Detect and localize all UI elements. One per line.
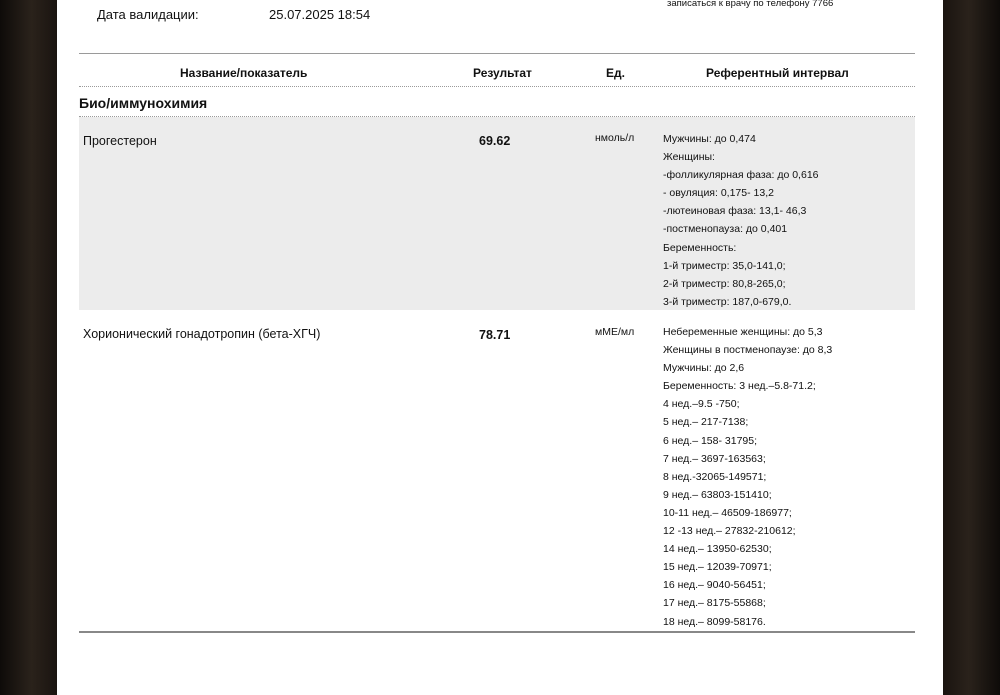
reference-line: 8 нед.-32065-149571; [663,470,767,483]
reference-line: Женщины в постменопаузе: до 8,3 [663,344,833,357]
reference-line: 12 -13 нед.– 27832-210612; [663,525,796,538]
table-top-divider [79,53,915,54]
header-divider [79,86,915,87]
reference-line: 9 нед.– 63803-151410; [663,488,772,501]
reference-interval-list [663,130,819,311]
test-unit: нмоль/л [595,132,635,144]
reference-line: 7 нед.– 3697-163563; [663,452,766,465]
photo-background-left [0,0,57,695]
column-header-unit: Ед. [606,66,625,80]
column-header-result: Результат [473,66,532,80]
reference-line: 3-й триместр: 187,0-679,0. [663,295,792,308]
lab-report-page [57,0,943,695]
test-name: Прогестерон [83,134,157,148]
validation-date-label: Дата валидации: [97,7,199,22]
reference-line: 5 нед.– 217-7138; [663,416,749,429]
photo-background-right [943,0,1000,695]
reference-line: 4 нед.–9.5 -750; [663,398,740,411]
reference-line: Женщины: [663,151,715,164]
table-bottom-divider [79,631,915,633]
test-unit: мМЕ/мл [595,326,635,338]
phone-appointment-note: записаться к врачу по телефону 7766 [667,0,834,9]
reference-line: 17 нед.– 8175-55868; [663,597,766,610]
reference-line: Мужчины: до 0,474 [663,133,756,145]
test-name: Хорионический гонадотропин (бета-ХГЧ) [83,327,321,341]
column-header-reference: Референтный интервал [706,66,849,80]
test-result: 69.62 [479,134,511,148]
section-title: Био/иммунохимия [79,95,208,111]
reference-line: 18 нед.– 8099-58176. [663,615,766,628]
reference-line: 6 нед.– 158- 31795; [663,434,758,447]
reference-line: 10-11 нед.– 46509-186977; [663,506,792,519]
reference-line: Мужчины: до 2,6 [663,362,745,375]
reference-line: Небеременные женщины: до 5,3 [663,326,823,338]
reference-line: 14 нед.– 13950-62530; [663,543,772,556]
reference-line: -фолликулярная фаза: до 0,616 [663,169,819,182]
reference-line: -постменопауза: до 0,401 [663,223,788,236]
reference-line: 1-й триместр: 35,0-141,0; [663,259,786,272]
reference-line: 16 нед.– 9040-56451; [663,579,766,592]
test-result: 78.71 [479,328,511,342]
reference-line: -лютеиновая фаза: 13,1- 46,3 [663,205,807,218]
reference-line: - овуляция: 0,175- 13,2 [663,187,774,200]
reference-line: Беременность: 3 нед.–5.8-71.2; [663,380,816,393]
validation-date-value: 25.07.2025 18:54 [269,7,371,22]
reference-line: 2-й триместр: 80,8-265,0; [663,277,786,290]
reference-line: Беременность: [663,241,737,254]
reference-interval-list [663,323,832,631]
reference-line: 15 нед.– 12039-70971; [663,561,772,574]
column-header-name: Название/показатель [180,66,308,80]
